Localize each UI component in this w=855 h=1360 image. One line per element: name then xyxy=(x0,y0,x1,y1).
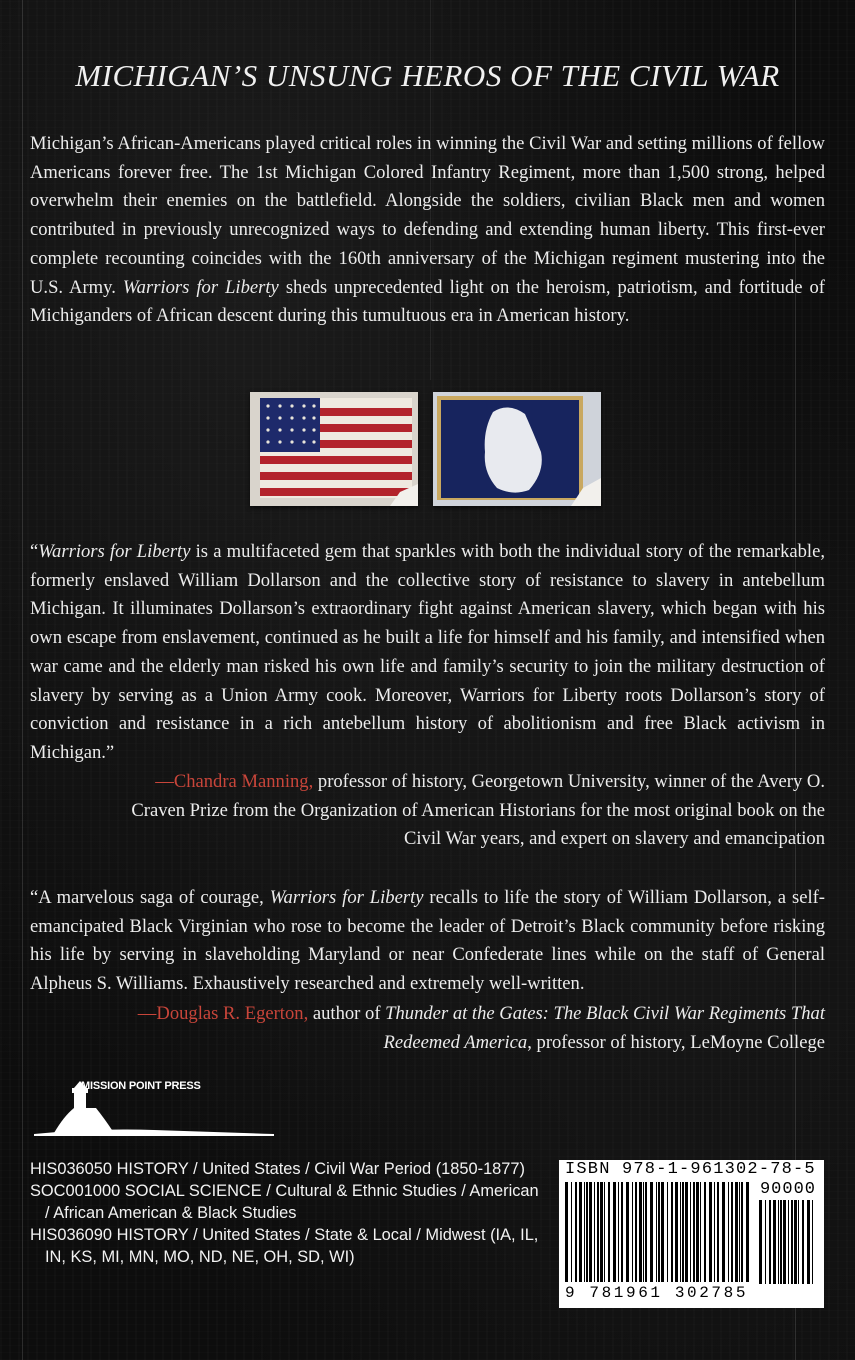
book-title: Warriors for Liberty xyxy=(269,887,424,908)
barcode-bar xyxy=(579,1182,582,1282)
barcode-bar xyxy=(656,1182,657,1282)
barcode-bar xyxy=(635,1182,637,1282)
barcode-bar xyxy=(682,1182,684,1282)
isbn-label: ISBN 978-1-961302-78-5 xyxy=(565,1160,816,1179)
barcode-bar xyxy=(621,1182,623,1282)
testimonial-manning: “Warriors for Liberty is a multifaceted gem that sparkles with both the individual story of the remarkable, formerly enslaved William Dollarson and the collective story of resistance to slavery in antebellum Michigan. It illuminates Dollarson’s extraordinary fight against American slavery, which began with his own escape from enslavement, continued as he built a life for himself and his family, and intensified when war came and the elderly man risked his own life and family’s security to join the military destruction of slavery by serving as a Union Army cook. Moreover, Warriors for Liberty roots Dollarson’s story of conviction and resistance in a rich antebellum history of abolitionism and free Black activism in Michigan.” xyxy=(30,541,825,763)
barcode-bar xyxy=(759,1200,762,1284)
barcode-bar xyxy=(645,1182,647,1282)
barcode-bar xyxy=(746,1182,749,1282)
barcode-bar xyxy=(658,1182,660,1282)
barcode-bar xyxy=(604,1182,605,1282)
barcode-bar xyxy=(794,1200,797,1284)
barcode-bar xyxy=(584,1182,585,1282)
barcode-bar xyxy=(608,1182,610,1282)
subject-line: HIS036090 HISTORY / United States / State & Local / Midwest (IA, IL, IN, KS, MI, MN, MO, ND, NE, OH, SD, WI) xyxy=(30,1226,539,1266)
barcode-bar xyxy=(575,1182,577,1282)
barcode-bar xyxy=(802,1200,804,1284)
barcode-bar xyxy=(643,1182,644,1282)
barcode-bar xyxy=(728,1182,729,1282)
barcode-bar xyxy=(780,1200,782,1284)
union-flag-photo xyxy=(250,392,418,506)
barcode-bar xyxy=(693,1182,695,1282)
barcode-bar xyxy=(680,1182,681,1282)
barcode-bar xyxy=(778,1200,779,1284)
barcode-bar xyxy=(675,1182,678,1282)
barcode-bar xyxy=(773,1200,776,1284)
book-title: Warriors for Liberty xyxy=(122,276,279,298)
barcode-bar xyxy=(661,1182,664,1282)
barcode-bar xyxy=(807,1200,810,1284)
publisher-name: MISSION POINT PRESS xyxy=(81,1080,201,1092)
barcode-bar xyxy=(731,1182,733,1282)
barcode-bar xyxy=(594,1182,595,1282)
barcode-bar xyxy=(671,1182,673,1282)
barcode-bar xyxy=(650,1182,653,1282)
author-name: —Douglas R. Egerton, xyxy=(137,1003,309,1024)
testimonial-egerton: “A marvelous saga of courage, Warriors for Liberty recalls to life the story of William Dollarson, a self-emancipated Black Virginian who rose to become the leader of Detroit’s Black community before risking his life by serving in slaveholding Maryland or near Confederate lines while on the staff of General Alpheus S. Williams. Exhaustively researched and extremely well-written. xyxy=(30,887,825,995)
scratch-line xyxy=(22,0,23,1360)
barcode-bar xyxy=(597,1182,599,1282)
barcode-bar xyxy=(613,1182,616,1282)
barcode-bar xyxy=(717,1182,719,1282)
book-title: Warriors for Liberty xyxy=(38,541,191,562)
barcode-bar xyxy=(735,1182,738,1282)
blue-regimental-flag-photo xyxy=(433,392,601,506)
barcode-bar xyxy=(667,1182,668,1282)
barcode-bar xyxy=(791,1200,793,1284)
barcode-bar xyxy=(626,1182,629,1282)
barcode-bar xyxy=(685,1182,688,1282)
intro-paragraph: Michigan’s African-Americans played critical roles in winning the Civil War and setting millions of fellow Americans forever free. The 1st Michigan Colored Infantry Regiment, more than 1,500 strong, helped overwhelm their enemies on the battlefield. Alongside the soldiers, civilian Black men and women contributed in previously unrecognized ways to defending and extending human liberty. This first-ever complete recounting coincides with the 160th anniversary of the Michigan regiment mustering into the U.S. Army. Warriors for Liberty sheds unprecedented light on the heroism, patriotism, and fortitude of Michiganders of African descent during this tumultuous era in American history. xyxy=(30,133,825,327)
isbn-barcode xyxy=(559,1160,824,1308)
barcode-bar xyxy=(714,1182,715,1282)
ean-barcode-bars xyxy=(565,1182,751,1286)
barcode-bar xyxy=(812,1200,813,1284)
barcode-bar xyxy=(696,1182,699,1282)
barcode-bar xyxy=(586,1182,588,1282)
barcode-bar xyxy=(571,1182,572,1282)
author-name: —Chandra Manning, xyxy=(155,771,314,792)
barcode-bar xyxy=(783,1200,786,1284)
price-code: 90000 xyxy=(759,1180,816,1199)
barcode-bar xyxy=(722,1182,725,1282)
barcode-bar xyxy=(690,1182,691,1282)
addon-barcode-bars xyxy=(759,1200,817,1286)
cited-book-title: Thunder at the Gates: The Black Civil War Regiments That Redeemed America xyxy=(383,1003,825,1053)
barcode-bar xyxy=(565,1182,568,1282)
barcode-bar xyxy=(632,1182,633,1282)
attribution-egerton: —Douglas R. Egerton, author of Thunder at the Gates: The Black Civil War Regiments That Redeemed America, professor of history, LeMoyne College xyxy=(137,1003,825,1053)
ean-digits: 9 781961 302785 xyxy=(565,1284,749,1302)
barcode-bar xyxy=(700,1182,701,1282)
barcode-bar xyxy=(618,1182,619,1282)
subject-line: HIS036050 HISTORY / United States / Civil War Period (1850-1877) xyxy=(30,1160,525,1178)
barcode-bar xyxy=(600,1182,603,1282)
bisac-subjects xyxy=(30,1158,540,1268)
barcode-bar xyxy=(769,1200,771,1284)
barcode-bar xyxy=(739,1182,740,1282)
attribution-manning: —Chandra Manning, professor of history, Georgetown University, winner of the Avery O. Craven Prize from the Organization of American Historians for the most original book on the Civil War years, and expert on slavery and emancipation xyxy=(131,771,825,850)
barcode-bar xyxy=(704,1182,706,1282)
barcode-bar xyxy=(709,1182,712,1282)
subject-line: SOC001000 SOCIAL SCIENCE / Cultural & Ethnic Studies / American / African American & Black Studies xyxy=(30,1182,539,1222)
barcode-bar xyxy=(589,1182,592,1282)
barcode-bar xyxy=(639,1182,642,1282)
cover-headline: MICHIGAN’S UNSUNG HEROS OF THE CIVIL WAR xyxy=(75,58,780,93)
barcode-bar xyxy=(765,1200,766,1284)
barcode-bar xyxy=(798,1200,799,1284)
barcode-bar xyxy=(788,1200,789,1284)
barcode-bar xyxy=(741,1182,743,1282)
